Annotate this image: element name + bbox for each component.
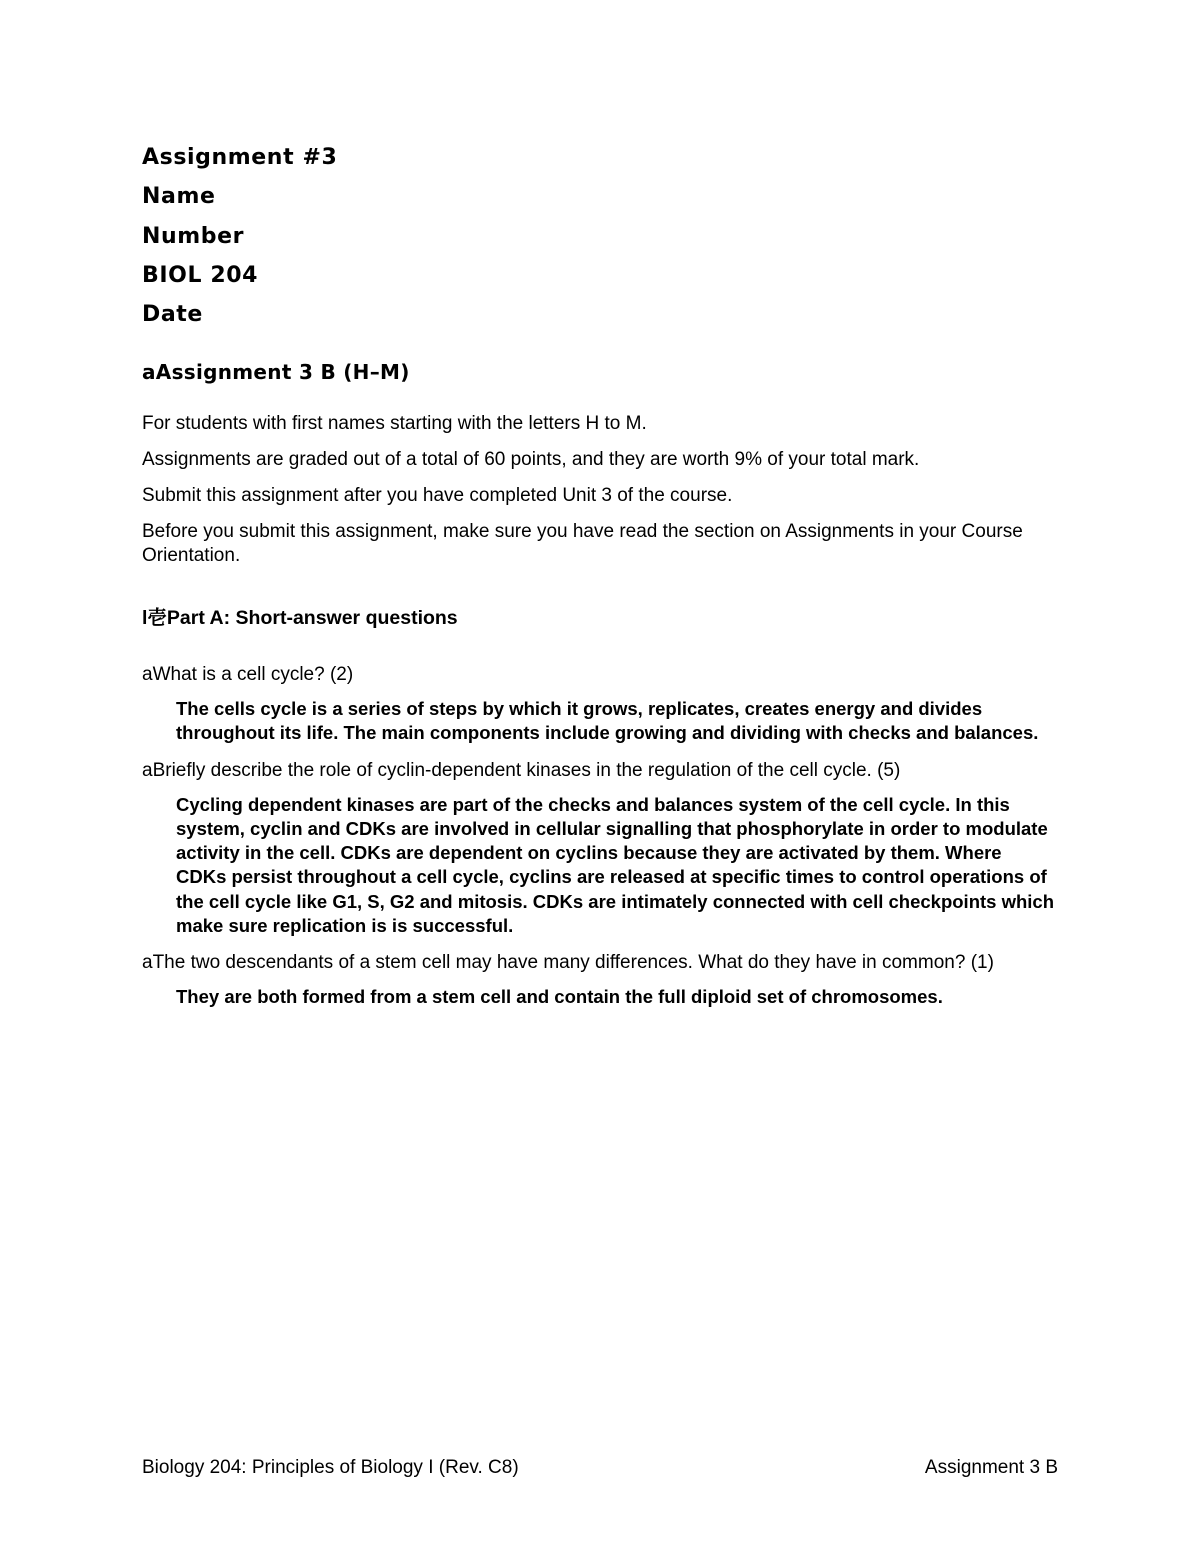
footer-course-title: Biology 204: Principles of Biology I (Rev. C8): [142, 1457, 519, 1478]
instruction-paragraph: Submit this assignment after you have completed Unit 3 of the course.: [142, 485, 733, 506]
document-title: aAssignment 3 B (H–M): [142, 360, 410, 384]
footer-assignment-label: Assignment 3 B: [924, 1457, 1058, 1478]
assignment-number-line: Assignment #3: [142, 145, 338, 170]
instruction-paragraph: Assignments are graded out of a total of 60 points, and they are worth 9% of your total mark.: [142, 449, 920, 470]
answer-text: Cycling dependent kinases are part of the checks and balances system of the cell cycle. In this system, cyclin and CDKs are involved in cellular signalling that phosphorylate in order to modulate activity in the cell. CDKs are dependent on cyclins because they are activated by them. Where CDKs persist throughout a cell cycle, cyclins are released at specific times to control operations of the cell cycle like G1, S, G2 and mitosis. CDKs are intimately connected with cell checkpoints which make sure replication is is successful.: [176, 793, 1055, 937]
name-line: Name: [142, 184, 216, 210]
course-line: BIOL 204: [142, 262, 259, 288]
question-list: [142, 663, 1072, 1023]
date-line: Date: [142, 302, 203, 328]
section-heading: l壱Part A: Short-answer questions: [142, 607, 458, 629]
instructions: [142, 412, 1072, 580]
answer-text: The cells cycle is a series of steps by which it grows, replicates, creates energy and divides throughout its life. The main components include growing and dividing with checks and balances.: [176, 698, 1039, 744]
student-header: [142, 138, 742, 334]
instruction-paragraph: Before you submit this assignment, make sure you have read the section on Assignments in your Course Orientation.: [142, 521, 1023, 566]
question-text: aBriefly describe the role of cyclin-dependent kinases in the regulation of the cell cycle. (5): [142, 759, 901, 781]
answer-text: They are both formed from a stem cell and contain the full diploid set of chromosomes.: [176, 986, 943, 1008]
question-text: aThe two descendants of a stem cell may have many differences. What do they have in common? (1): [142, 952, 994, 974]
question-text: aWhat is a cell cycle? (2): [142, 664, 354, 685]
instruction-paragraph: For students with first names starting with the letters H to M.: [142, 413, 647, 434]
number-line: Number: [142, 223, 245, 249]
